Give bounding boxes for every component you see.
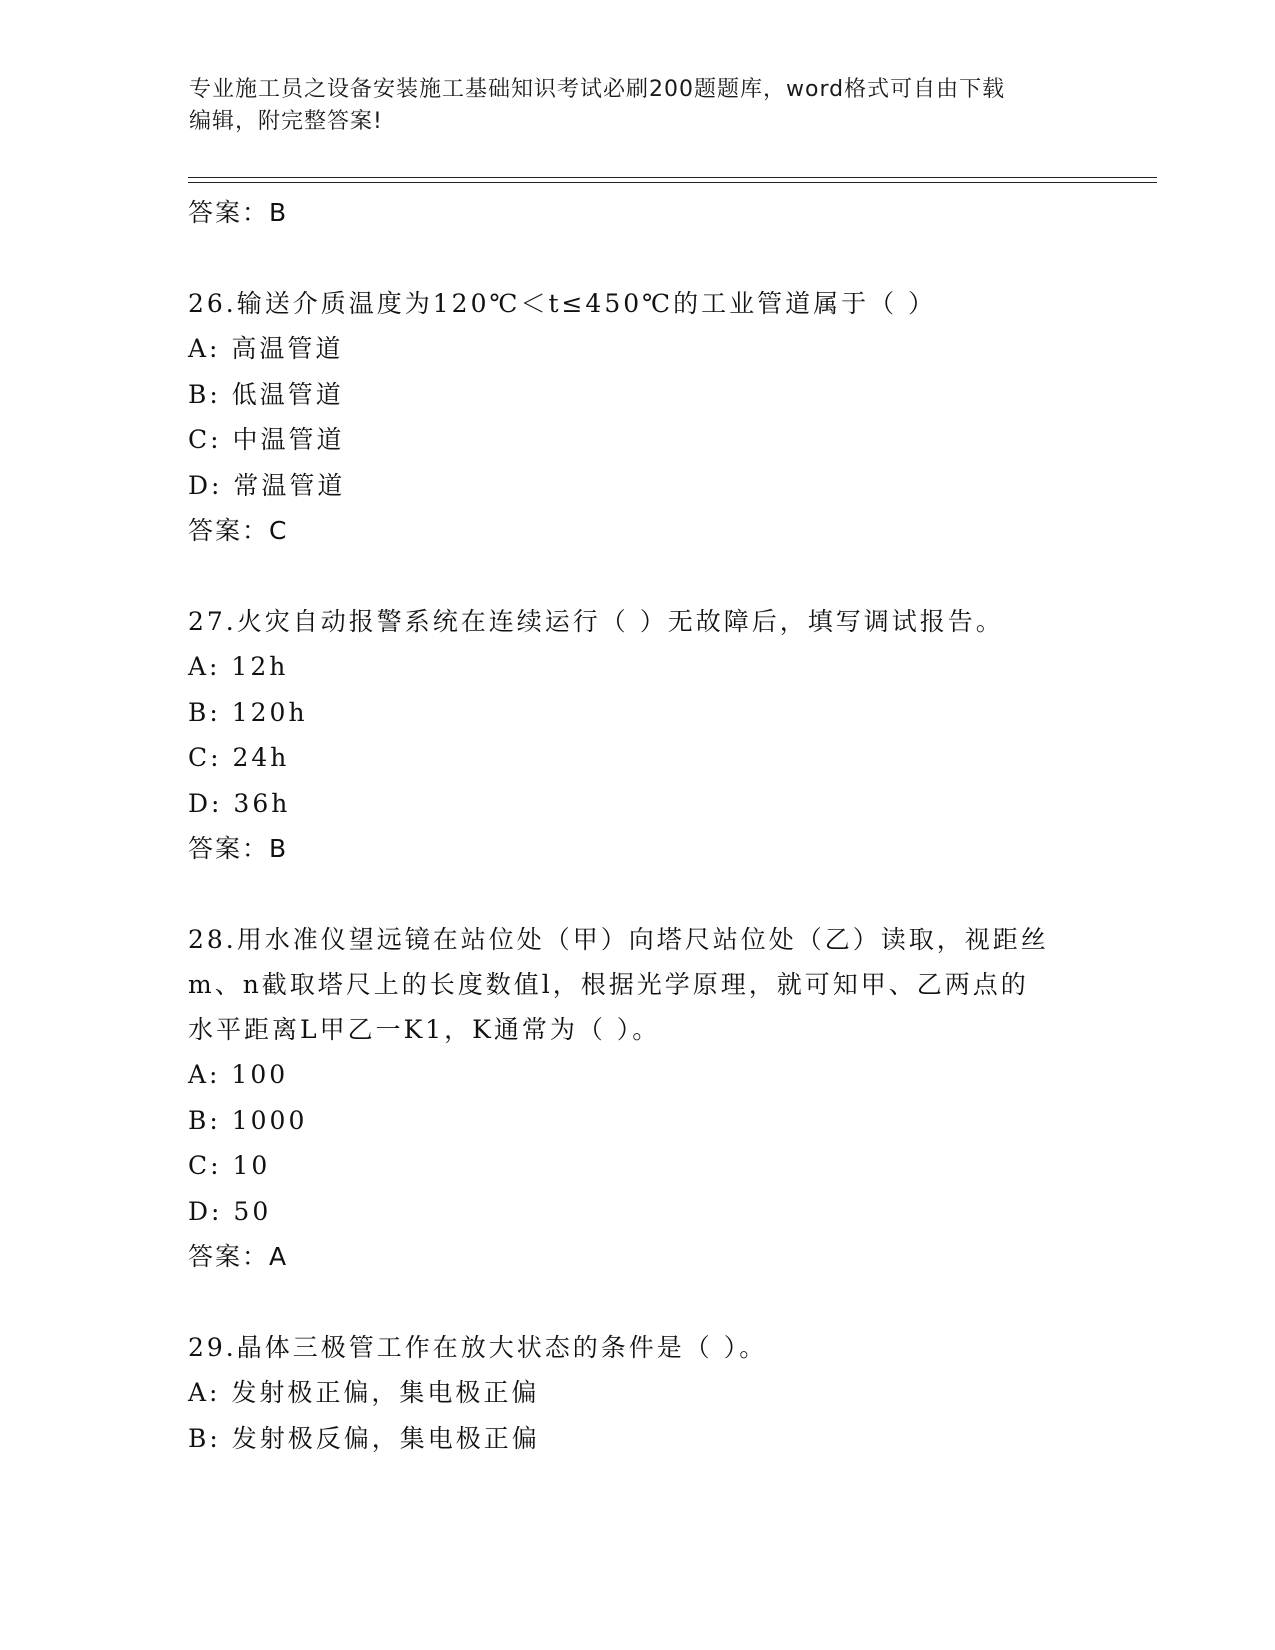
question-29	[188, 1325, 1148, 1461]
question-27	[188, 599, 1148, 871]
answer-line: 答案：B	[188, 834, 289, 863]
header-divider-bottom	[188, 182, 1157, 183]
option-a: A: 100	[188, 1060, 289, 1089]
answer-line: 答案：C	[188, 516, 289, 545]
question-list	[188, 190, 1148, 1461]
question-text: 26.输送介质温度为120℃＜t≤450℃的工业管道属于（ ）	[188, 289, 937, 318]
question-28	[188, 917, 1148, 1279]
question-26	[188, 281, 1148, 553]
question-text-line-1: 28.用水准仪望远镜在站位处（甲）向塔尺站位处（乙）读取，视距丝	[188, 925, 1049, 954]
page-header	[189, 74, 1089, 138]
option-d: D: 常温管道	[188, 470, 346, 500]
option-a: A: 12h	[188, 652, 289, 681]
question-text: 29.晶体三极管工作在放大状态的条件是（ ）。	[188, 1333, 768, 1362]
header-line-1: 专业施工员之设备安装施工基础知识考试必刷200题题库，word格式可自由下载	[189, 77, 1006, 102]
question-text: 27.火灾自动报警系统在连续运行（ ）无故障后，填写调试报告。	[188, 607, 1004, 636]
option-d: D: 36h	[188, 788, 291, 818]
option-b: B: 1000	[188, 1105, 308, 1135]
question-text-line-3: 水平距离L甲乙一K1，K通常为（ ）。	[188, 1015, 661, 1044]
option-c: C: 10	[188, 1151, 271, 1180]
option-b: B: 低温管道	[188, 379, 344, 409]
option-a: A: 发射极正偏，集电极正偏	[188, 1378, 540, 1407]
option-c: C: 24h	[188, 743, 290, 772]
header-divider-top	[188, 177, 1157, 178]
option-a: A: 高温管道	[188, 334, 344, 363]
answer-line: 答案：A	[188, 1242, 289, 1271]
answer-line: 答案：B	[188, 198, 289, 227]
option-b: B: 发射极反偏，集电极正偏	[188, 1423, 540, 1453]
option-d: D: 50	[188, 1196, 272, 1226]
question-text-line-2: m、n截取塔尺上的长度数值l，根据光学原理，就可知甲、乙两点的	[188, 970, 1029, 999]
option-c: C: 中温管道	[188, 425, 345, 454]
option-b: B: 120h	[188, 697, 308, 727]
header-line-2: 编辑，附完整答案!	[189, 109, 383, 134]
